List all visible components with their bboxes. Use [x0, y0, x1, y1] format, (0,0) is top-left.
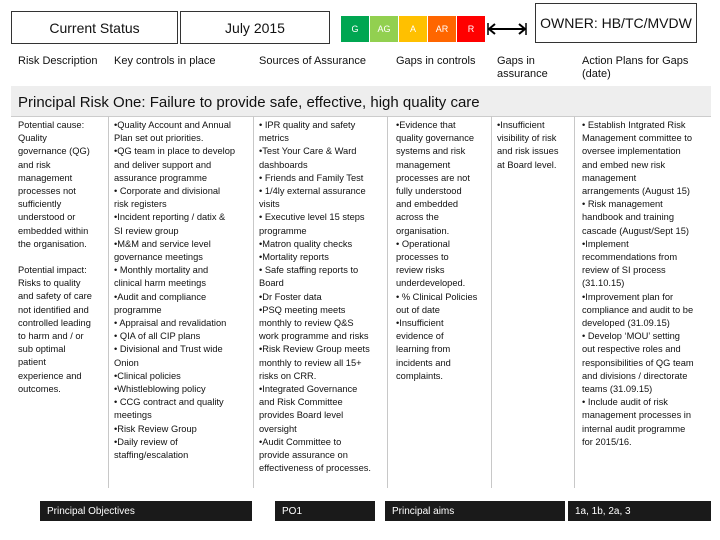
control-gap-line: processes to	[396, 252, 449, 263]
report-date	[180, 11, 330, 44]
key-control-line: •Whistleblowing policy	[114, 384, 206, 395]
key-control-line: •Audit and compliance	[114, 291, 207, 302]
risk-description-cell	[18, 119, 106, 396]
header-gaps-in-controls: Gaps in controls	[396, 55, 476, 67]
gaps-in-controls-cell	[396, 119, 488, 383]
gaps-in-assurance-cell	[497, 119, 571, 172]
assurance-gap-line: visibility of risk	[497, 133, 557, 144]
assurance-source-line: visits	[259, 199, 280, 210]
control-gap-line: incidents and	[396, 357, 451, 368]
key-control-line: • QIA of all CIP plans	[114, 331, 201, 342]
action-plan-line: •Implement	[582, 238, 629, 249]
action-plan-line: •Improvement plan for	[582, 291, 674, 302]
assurance-source-line: •PSQ meeting meets	[259, 304, 346, 315]
risk-impact-line: and safety of care	[18, 291, 92, 302]
column-divider	[253, 116, 254, 488]
assurance-source-line: •Mortality reports	[259, 252, 329, 263]
action-plan-line: teams (31.09.15)	[582, 384, 653, 395]
key-control-line: staffing/escalation	[114, 450, 189, 461]
risk-impact-line: not identified and	[18, 304, 89, 315]
key-control-line: •Incident reporting / datix &	[114, 212, 226, 223]
control-gap-line: systems and risk	[396, 146, 466, 157]
control-gap-line: and embedded	[396, 199, 459, 210]
action-plan-line: (31.10.15)	[582, 278, 625, 289]
control-gap-line: review risks	[396, 265, 445, 276]
key-control-line: Plan set out priorities.	[114, 133, 204, 144]
control-gap-line: out of date	[396, 304, 440, 315]
action-plan-line: and embed new risk	[582, 159, 666, 170]
control-gap-line: evidence of	[396, 331, 444, 342]
risk-cause-line: the organisation.	[18, 238, 87, 249]
control-gap-line: complaints.	[396, 370, 444, 381]
risk-impact-line: controlled leading	[18, 317, 91, 328]
control-gap-line: • % Clinical Policies	[396, 291, 478, 302]
key-control-line: •Risk Review Group	[114, 423, 197, 434]
action-plan-line: out respective roles and	[582, 344, 681, 355]
risk-cause-line: embedded within	[18, 225, 89, 236]
column-divider	[574, 116, 575, 488]
control-gap-line: management	[396, 159, 451, 170]
header-sources-of-assurance: Sources of Assurance	[259, 55, 367, 67]
assurance-source-line: work programme and risks	[259, 331, 369, 342]
key-control-line: SI review group	[114, 225, 179, 236]
action-plan-line: Management committee to	[582, 133, 693, 144]
rating-ar: AR	[428, 16, 457, 42]
risk-cause-line: understood or	[18, 212, 76, 223]
control-gap-line: •Insufficient	[396, 318, 444, 329]
aims-codes: 1a, 1b, 2a, 3	[575, 505, 631, 517]
action-plan-line: management	[582, 172, 637, 183]
column-divider	[387, 116, 388, 488]
key-control-line: • Appraisal and revalidation	[114, 318, 227, 329]
key-control-line: •Quality Account and Annual	[114, 120, 231, 130]
assurance-source-line: risks on CRR.	[259, 370, 317, 381]
action-plan-line: handbook and training	[582, 212, 675, 223]
control-gap-line: fully understood	[396, 186, 462, 197]
key-control-line: •QG team in place to develop	[114, 146, 236, 157]
action-plan-line: developed (31.09.15)	[582, 318, 670, 329]
action-plan-line: review of SI process	[582, 265, 666, 276]
control-gap-line: •Evidence that	[396, 120, 456, 130]
assurance-source-line: oversight	[259, 423, 297, 434]
assurance-source-line: provides Board level	[259, 410, 344, 421]
rating-g: G	[341, 16, 370, 42]
key-control-line: risk registers	[114, 199, 167, 210]
key-control-line: and deliver support and	[114, 159, 212, 170]
action-plans-cell	[582, 119, 708, 449]
key-control-line: • Corporate and divisional	[114, 186, 221, 197]
key-control-line: programme	[114, 304, 162, 315]
objective-code-bar	[275, 501, 375, 521]
current-status-label	[11, 11, 178, 44]
assurance-source-line: •Audit Committee to	[259, 436, 342, 447]
risk-cause-line: Quality	[18, 133, 47, 144]
risk-impact-line: to harm and / or	[18, 331, 84, 342]
action-plan-line: arrangements (August 15)	[582, 186, 691, 197]
action-plan-line: internal audit programme	[582, 423, 686, 434]
risk-cause-line: processes not	[18, 186, 76, 197]
assurance-source-line: • IPR quality and safety	[259, 120, 356, 130]
key-control-line: •Daily review of	[114, 436, 178, 447]
action-plan-line: • Risk management	[582, 199, 663, 210]
key-control-line: clinical harm meetings	[114, 278, 206, 289]
rating-scale	[341, 16, 486, 42]
action-plan-line: recommendations from	[582, 252, 678, 263]
assurance-source-line: dashboards	[259, 159, 308, 170]
risk-cause-line: management	[18, 172, 73, 183]
rating-r: R	[457, 16, 486, 42]
action-plan-line: responsibilities of QG team	[582, 357, 694, 368]
header-risk-description: Risk Description	[18, 55, 98, 67]
rating-a: A	[399, 16, 428, 42]
control-gap-line: organisation.	[396, 225, 450, 236]
assurance-source-line: • Executive level 15 steps	[259, 212, 365, 223]
action-plan-line: management processes in	[582, 410, 692, 421]
assurance-source-line: •Risk Review Group meets	[259, 344, 370, 355]
key-control-line: governance meetings	[114, 252, 203, 263]
risk-impact-line: sub optimal	[18, 344, 66, 355]
header-action-plans: Action Plans for Gaps (date)	[582, 55, 689, 80]
risk-cause-line: and risk	[18, 159, 51, 170]
owner-text: OWNER: HB/TC/MVDW	[540, 15, 692, 31]
assurance-source-line: • 1/4ly external assurance	[259, 186, 366, 197]
objective-code: PO1	[282, 505, 303, 517]
assurance-source-line: • Safe staffing reports to	[259, 265, 359, 276]
action-plan-line: • Include audit of risk	[582, 397, 668, 408]
action-plan-line: for 2015/16.	[582, 436, 632, 447]
control-gap-line: underdeveloped.	[396, 278, 466, 289]
action-plan-line: and divisions / directorate	[582, 370, 688, 381]
assurance-source-line: •Test Your Care & Ward	[259, 146, 357, 157]
risk-cause-line: governance (QG)	[18, 146, 90, 157]
column-divider	[491, 116, 492, 488]
action-plan-line: oversee implementation	[582, 146, 681, 157]
double-arrow-icon	[487, 22, 527, 36]
assurance-source-line: •Integrated Governance	[259, 384, 358, 395]
assurance-source-line: effectiveness of processes.	[259, 463, 371, 474]
risk-impact-line: experience and	[18, 370, 82, 381]
assurance-gap-line: and risk issues	[497, 146, 559, 157]
assurance-source-line: •Dr Foster data	[259, 291, 322, 302]
assurance-source-line: provide assurance on	[259, 450, 348, 461]
principal-risk-title	[18, 94, 480, 111]
principal-objectives-bar	[40, 501, 252, 521]
key-control-line: • Divisional and Trust wide	[114, 344, 223, 355]
action-plan-line: • Develop ‘MOU’ setting	[582, 331, 680, 342]
risk-impact-line: outcomes.	[18, 383, 61, 394]
key-control-line: meetings	[114, 410, 152, 421]
assurance-source-line: metrics	[259, 133, 289, 144]
assurance-gap-line: at Board level.	[497, 159, 557, 170]
column-divider	[108, 116, 109, 488]
current-status-text: Current Status	[49, 19, 140, 36]
risk-impact-line: Potential impact:	[18, 265, 87, 276]
risk-prefix: Principal Risk One:	[18, 94, 146, 111]
risk-cause-line: sufficiently	[18, 199, 62, 210]
principal-aims-label: Principal aims	[392, 505, 455, 517]
assurance-source-line: Board	[259, 278, 284, 289]
action-plan-line: • Establish Intgrated Risk	[582, 120, 686, 130]
key-controls-cell	[114, 119, 250, 462]
header-key-controls: Key controls in place	[114, 55, 216, 67]
control-gap-line: • Operational	[396, 238, 450, 249]
header-gaps-in-assurance: Gaps in assurance	[497, 55, 548, 80]
action-plan-line: cascade (August/Sept 15)	[582, 225, 689, 236]
risk-impact-line: patient	[18, 357, 46, 368]
report-date-text: July 2015	[225, 19, 285, 36]
action-plan-line: compliance and audit to be	[582, 304, 694, 315]
assurance-source-line: monthly to review Q&S	[259, 318, 354, 329]
assurance-source-line: monthly to review all 15+	[259, 357, 362, 368]
control-gap-line: across the	[396, 212, 439, 223]
rating-ag: AG	[370, 16, 399, 42]
sources-of-assurance-cell	[259, 119, 383, 475]
control-gap-line: quality governance	[396, 133, 475, 144]
owner-label	[535, 3, 697, 43]
key-control-line: • Monthly mortality and	[114, 265, 209, 276]
key-control-line: Onion	[114, 357, 139, 368]
assurance-gap-line: •Insufficient	[497, 120, 545, 130]
control-gap-line: learning from	[396, 344, 451, 355]
assurance-source-line: and Risk Committee	[259, 397, 343, 408]
assurance-source-line: •Matron quality checks	[259, 238, 353, 249]
principal-aims-bar	[385, 501, 565, 521]
risk-title-text: Failure to provide safe, effective, high quality care	[145, 94, 480, 111]
risk-cause-line: Potential cause:	[18, 120, 85, 130]
key-control-line: • CCG contract and quality	[114, 397, 224, 408]
spacer	[18, 251, 106, 264]
key-control-line: assurance programme	[114, 172, 208, 183]
control-gap-line: processes are not	[396, 172, 470, 183]
assurance-source-line: programme	[259, 225, 307, 236]
key-control-line: •M&M and service level	[114, 238, 211, 249]
principal-objectives-label: Principal Objectives	[47, 505, 135, 517]
assurance-source-line: • Friends and Family Test	[259, 172, 364, 183]
key-control-line: •Clinical policies	[114, 370, 181, 381]
risk-impact-line: Risks to quality	[18, 278, 81, 289]
aims-codes-bar	[568, 501, 711, 521]
